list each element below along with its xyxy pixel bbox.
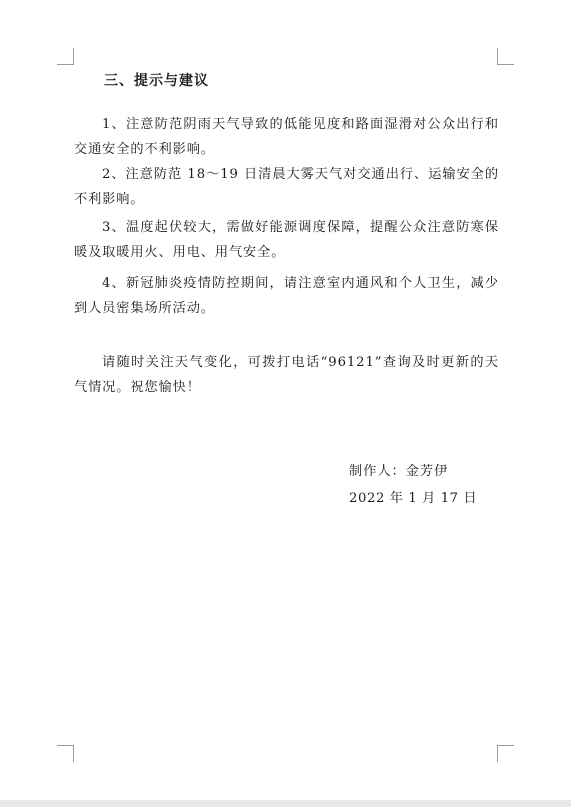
author-line: 制作人：金芳伊 <box>349 464 449 479</box>
date-line: 2022 年 1 月 17 日 <box>349 491 478 506</box>
page-gap <box>0 800 571 807</box>
top-left-corner-mark <box>57 48 74 65</box>
advice-item-2: 2、注意防范 18～19 日清晨大雾天气对交通出行、运输安全的不利影响。 <box>74 167 499 207</box>
bottom-right-corner-mark <box>497 745 514 762</box>
advice-item-1: 1、注意防范阴雨天气导致的低能见度和路面湿滑对公众出行和交通安全的不利影响。 <box>74 117 499 157</box>
advice-item-3: 3、温度起伏较大，需做好能源调度保障，提醒公众注意防寒保暖及取暖用火、用电、用气安全。 <box>74 220 499 260</box>
top-right-corner-mark <box>497 48 514 65</box>
section-heading: 三、提示与建议 <box>104 73 209 89</box>
advice-item-4: 4、新冠肺炎疫情防控期间，请注意室内通风和个人卫生，减少到人员密集场所活动。 <box>74 276 499 316</box>
bottom-left-corner-mark <box>57 745 74 762</box>
closing-paragraph: 请随时关注天气变化，可拨打电话“96121”查询及时更新的天气情况。祝您愉快！ <box>74 355 499 395</box>
